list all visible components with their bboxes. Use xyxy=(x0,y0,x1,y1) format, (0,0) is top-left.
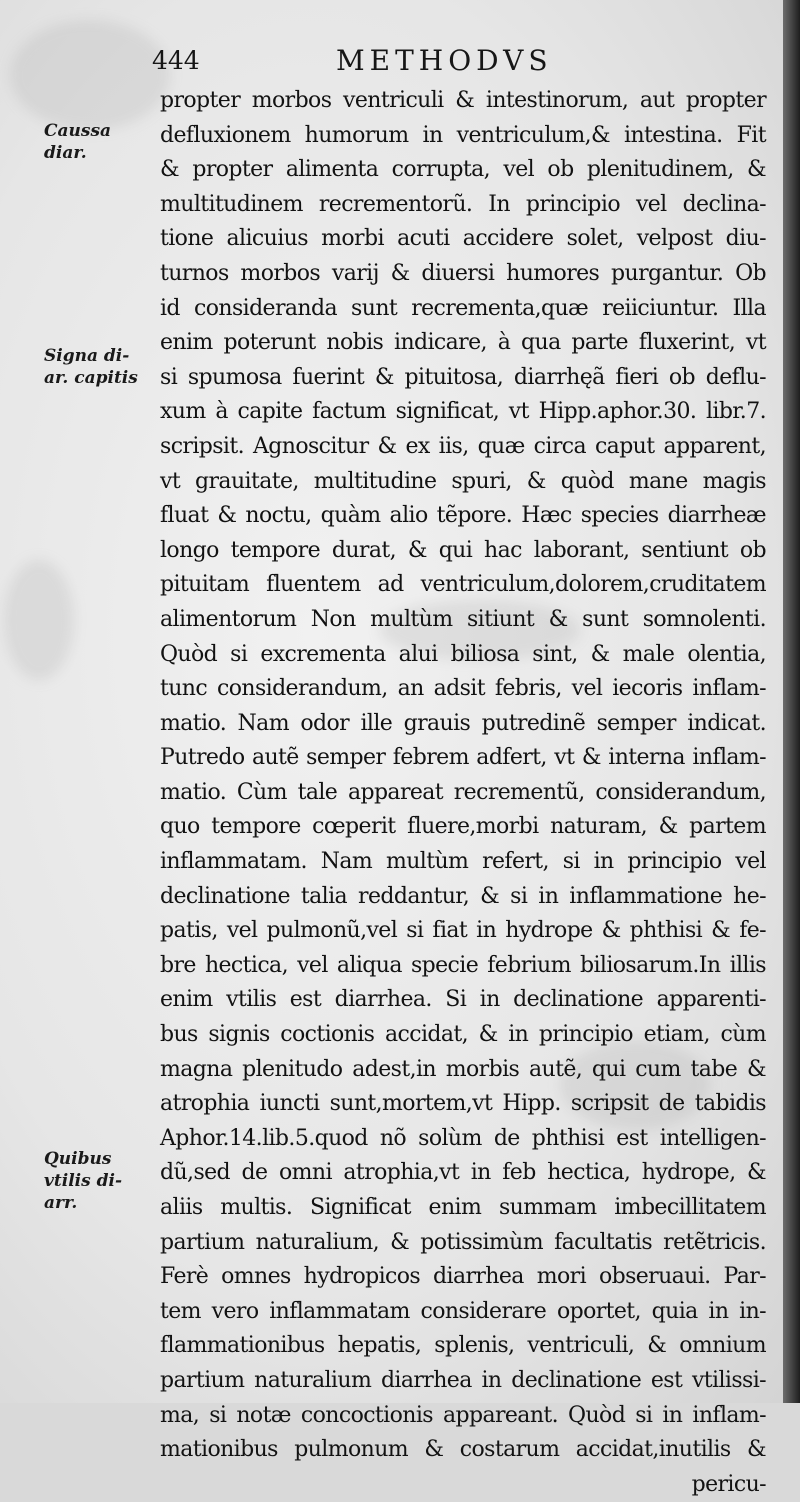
text-line: id consideranda sunt recrementa,quæ reiiciuntur. Illa xyxy=(160,295,766,321)
text-line: quo tempore cœperit fluere,morbi naturam, & partem xyxy=(160,814,766,840)
text-line: scripsit. Agnoscitur & ex iis, quæ circa caput apparent, xyxy=(160,433,766,459)
margin-note-line: Caussa xyxy=(44,121,112,141)
margin-note-line: ar. capitis xyxy=(44,368,138,388)
text-line: atrophia iuncti sunt,mortem,vt Hipp. scripsit de tabidis xyxy=(160,1091,766,1117)
text-line: aliis multis. Significat enim summam imbecillitatem xyxy=(160,1195,766,1220)
text-line: tione alicuius morbi acuti accidere solet, velpost diu- xyxy=(160,226,766,252)
text-line: enim vtilis est diarrhea. Si in declinatione apparenti- xyxy=(160,987,766,1013)
page-number: 444 xyxy=(152,46,200,75)
text-line: & propter alimenta corrupta, vel ob plenitudinem, & xyxy=(160,157,766,183)
text-line: Putredo autẽ semper febrem adfert, vt & interna inflam- xyxy=(160,745,766,771)
text-line: Quòd si excrementa alui biliosa sint, & male olentia, xyxy=(160,641,766,667)
page-header xyxy=(150,42,610,82)
margin-note-line: vtilis di- xyxy=(44,1171,122,1191)
margin-note-line: diar. xyxy=(44,143,87,163)
text-line: Aphor.14.lib.5.quod nõ solùm de phthisi est intelligen- xyxy=(160,1125,766,1151)
text-line: mationibus pulmonum & costarum accidat,inutilis & xyxy=(160,1437,766,1463)
text-line: defluxionem humorum in ventriculum,& intestina. Fit xyxy=(160,122,766,148)
text-line: matio. Nam odor ille grauis putredinẽ semper indicat. xyxy=(160,710,766,736)
text-line: pituitam fluentem ad ventriculum,dolorem,cruditatem xyxy=(160,572,766,598)
text-line: Ferè omnes hydropicos diarrhea mori obseruaui. Par- xyxy=(160,1264,766,1290)
body-text xyxy=(160,84,766,1502)
text-line: xum à capite factum significat, vt Hipp.aphor.30. libr.7. xyxy=(160,399,766,425)
text-line: alimentorum Non multùm sitiunt & sunt somnolenti. xyxy=(160,606,766,632)
margin-note-signa xyxy=(44,345,156,389)
paper-stain xyxy=(4,560,74,680)
book-spine-edge xyxy=(783,0,800,1403)
text-line: bus signis coctionis accidat, & in principio etiam, cùm xyxy=(160,1022,766,1048)
text-line: magna plenitudo adest,in morbis autẽ, qui cum tabe & xyxy=(160,1056,766,1082)
text-line: longo tempore durat, & qui hac laborant, sentiunt ob xyxy=(160,537,766,563)
text-line: partium naturalium diarrhea in declinatione est vtilissi- xyxy=(160,1367,766,1393)
text-line: propter morbos ventriculi & intestinorum, aut propter xyxy=(160,88,766,113)
text-line: turnos morbos varij & diuersi humores purgantur. Ob xyxy=(160,260,766,286)
text-line: bre hectica, vel aliqua specie febrium biliosarum.In illis xyxy=(160,952,766,978)
text-line: partium naturalium, & potissimùm facultatis retẽtricis. xyxy=(160,1229,766,1255)
margin-note-line: Quibus xyxy=(44,1149,112,1169)
text-line: tem vero inflammatam considerare oportet, quia in in- xyxy=(160,1298,766,1324)
text-line: dũ,sed de omni atrophia,vt in feb hectica, hydrope, & xyxy=(160,1160,766,1186)
running-title: METHODVS xyxy=(336,44,553,77)
text-line: flammationibus hepatis, splenis, ventriculi, & omnium xyxy=(160,1333,766,1359)
text-line: inflammatam. Nam multùm refert, si in principio vel xyxy=(160,849,766,875)
text-line: ma, si notæ concoctionis appareant. Quòd si in inflam- xyxy=(160,1402,766,1428)
text-line: pericu- xyxy=(691,1471,766,1497)
text-line: vt grauitate, multitudine spuri, & quòd mane magis xyxy=(160,468,766,494)
margin-note-line: Signa di- xyxy=(44,346,130,366)
text-line: si spumosa fuerint & pituitosa, diarrhęã fieri ob deflu- xyxy=(160,364,766,390)
text-line: tunc considerandum, an adsit febris, vel iecoris inflam- xyxy=(160,676,766,702)
margin-note-caussa xyxy=(44,120,156,164)
margin-note-line: arr. xyxy=(44,1193,78,1213)
paper-stain xyxy=(10,20,170,130)
text-line: fluat & noctu, quàm alio tẽpore. Hæc species diarrheæ xyxy=(160,503,766,529)
text-line: multitudinem recrementorũ. In principio vel declina- xyxy=(160,191,766,217)
margin-note-quibus xyxy=(44,1148,156,1214)
text-line: enim poterunt nobis indicare, à qua parte fluxerint, vt xyxy=(160,330,766,356)
text-line: matio. Cùm tale appareat recrementũ, considerandum, xyxy=(160,779,766,805)
text-line: declinatione talia reddantur, & si in inflammatione he- xyxy=(160,883,766,909)
text-line: patis, vel pulmonũ,vel si fiat in hydrope & phthisi & fe- xyxy=(160,918,766,944)
